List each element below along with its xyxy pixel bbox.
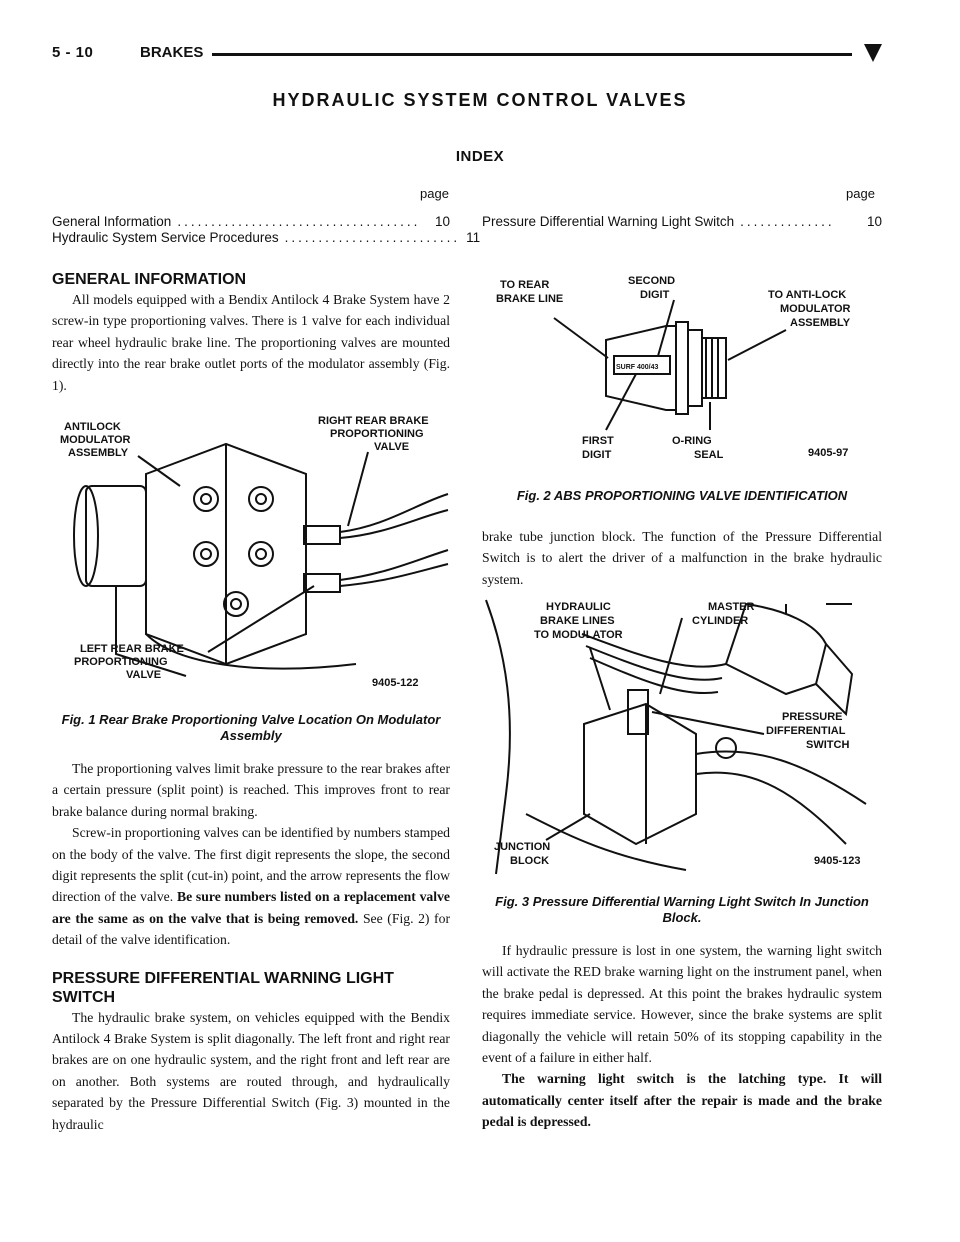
figure-2-caption: Fig. 2 ABS PROPORTIONING VALVE IDENTIFICATION	[516, 488, 848, 503]
fig3-label: HYDRAULIC	[546, 601, 611, 613]
fig3-code: 9405-123	[814, 855, 861, 867]
figure-2-caption-wrap	[482, 488, 882, 504]
paragraph	[52, 822, 450, 950]
index-entry[interactable]	[52, 214, 450, 229]
index-entry-page: 10	[434, 214, 450, 229]
fig3-label: CYLINDER	[692, 615, 749, 627]
page-title: HYDRAULIC SYSTEM CONTROL VALVES	[272, 90, 688, 110]
fig2-label: FIRST	[582, 435, 614, 447]
fig3-label: SWITCH	[806, 739, 850, 751]
fig1-label: RIGHT REAR BRAKE	[318, 415, 429, 427]
pressure-switch-continued	[482, 526, 882, 590]
paragraph: All models equipped with a Bendix Antilock 4 Brake System have 2 screw-in type proportioning valves. There is 1 valve for each individual rear wheel hydraulic brake line. The proportioning valves are mounted directly into the rear brake outlet ports of the modulator assembly (Fig. 1).	[52, 292, 450, 393]
figure-2-valve	[486, 270, 882, 474]
junction-block-illustration	[486, 594, 882, 878]
paragraph-text: Screw-in proportioning valves can be identified by numbers stamped on the body of the valve. The first digit represents the slope, the second digit represents the split (cut-in) point, and the arrow represents the flow direction of the valve.	[52, 825, 450, 905]
page-number: 5 - 10	[52, 44, 94, 61]
pressure-switch-final	[482, 940, 882, 1133]
fig1-label: ASSEMBLY	[68, 447, 129, 459]
fig2-label: TO ANTI-LOCK	[768, 289, 847, 301]
fig1-label: PROPORTIONING	[74, 656, 168, 668]
figure-1-caption: Fig. 1 Rear Brake Proportioning Valve Location On Modulator Assembly	[61, 712, 441, 743]
figure-1-caption-wrap	[52, 712, 450, 744]
fig2-label: DIGIT	[640, 289, 670, 301]
fig2-code: 9405-97	[808, 447, 849, 459]
header-rule	[212, 53, 852, 56]
figure-3-junction-block	[486, 594, 882, 878]
index-entry-label: Hydraulic System Service Procedures	[52, 230, 279, 245]
index-entry-page: 10	[866, 214, 882, 229]
paragraph: If hydraulic pressure is lost in one system, the warning light switch will activate the RED brake warning light on the instrument panel, when the brake pedal is depressed. At this point the brakes hydraulic system requires immediate service. However, since the brake systems are split diagonally the vehicle will retain 50% of its stopping capability in the event of a failure in either half.	[482, 943, 882, 1066]
fig3-label: JUNCTION	[494, 841, 551, 853]
index-leader: ....................................	[177, 214, 421, 229]
paragraph	[482, 1068, 882, 1132]
fig2-label: ASSEMBLY	[790, 317, 851, 329]
fig3-label: BRAKE LINES	[540, 615, 615, 627]
fig2-label: O-RING	[672, 435, 712, 447]
index-entry-page: 11	[466, 230, 481, 245]
fig3-label: PRESSURE	[782, 711, 843, 723]
fig3-label: DIFFERENTIAL	[766, 725, 846, 737]
triangle-icon	[864, 44, 882, 62]
index-entry-label: General Information	[52, 214, 172, 229]
section-name: BRAKES	[140, 44, 204, 61]
modulator-illustration	[56, 414, 450, 696]
index-leader: ..............	[740, 214, 835, 229]
index-heading: INDEX	[455, 148, 505, 165]
figure-3-caption: Fig. 3 Pressure Differential Warning Light Switch In Junction Block.	[495, 894, 869, 925]
index-entry[interactable]	[482, 214, 882, 229]
fig2-label: MODULATOR	[780, 303, 851, 315]
fig3-label: BLOCK	[510, 855, 550, 867]
fig1-label: VALVE	[126, 669, 162, 681]
fig1-label: ANTILOCK	[64, 421, 121, 433]
index-leader: ..........................	[284, 230, 461, 245]
index-page-label-left: page	[420, 186, 449, 201]
fig2-label: SEAL	[694, 449, 724, 461]
paragraph: The hydraulic brake system, on vehicles equipped with the Bendix Antilock 4 Brake System is split diagonally. The left front and right rear brakes are on one hydraulic system, and the right front and left rear are on another. Both systems are routed through, and hydraulically separated by the Pressure Differential Switch (Fig. 3) mounted in the hydraulic	[52, 1009, 450, 1132]
fig1-label: VALVE	[374, 441, 410, 453]
page-header	[52, 44, 882, 66]
paragraph: The proportioning valves limit brake pressure to the rear brakes after a certain pressure (split point) is reached. This improves front to rear brake balance during normal braking.	[52, 761, 450, 819]
figure-3-caption-wrap	[482, 894, 882, 926]
fig2-label: BRAKE LINE	[496, 293, 564, 305]
paragraph-text: See (Fig. 2) for detail of the valve identification.	[52, 910, 451, 948]
section-heading-general-information: GENERAL INFORMATION	[52, 271, 247, 288]
paragraph-bold-text: The warning light switch is the latching type. It will automatically center itself after the repair is made and the brake pedal is depressed.	[482, 1071, 882, 1130]
fig2-label: SECOND	[628, 275, 676, 287]
fig1-label: MODULATOR	[60, 434, 131, 446]
index-entry-label: Pressure Differential Warning Light Switch	[482, 214, 735, 229]
fig3-label: MASTER	[708, 601, 755, 613]
index-entry[interactable]	[52, 230, 481, 245]
fig3-label: TO MODULATOR	[534, 629, 623, 641]
paragraph-bold-text: Be sure numbers listed on a replacement valve are the same as on the valve that is being removed.	[52, 889, 451, 926]
fig1-label: LEFT REAR BRAKE	[80, 643, 184, 655]
fig2-label: DIGIT	[582, 449, 612, 461]
fig1-label: PROPORTIONING	[330, 428, 424, 440]
paragraph: brake tube junction block. The function of the Pressure Differential Switch is to alert the driver of a malfunction in the brake hydraulic system.	[482, 529, 882, 587]
index-page-label-right: page	[846, 186, 875, 201]
section-heading-pressure-switch: PRESSURE DIFFERENTIAL WARNING LIGHT SWITCH	[52, 969, 394, 1006]
fig2-label: TO REAR	[500, 279, 550, 291]
figure-1-modulator	[56, 414, 450, 696]
general-information-section	[52, 270, 450, 396]
general-information-continued	[52, 758, 450, 1135]
fig1-code: 9405-122	[372, 677, 419, 689]
fig2-stamp: SURF 400/43	[616, 364, 659, 371]
proportioning-valve-illustration	[486, 270, 882, 474]
